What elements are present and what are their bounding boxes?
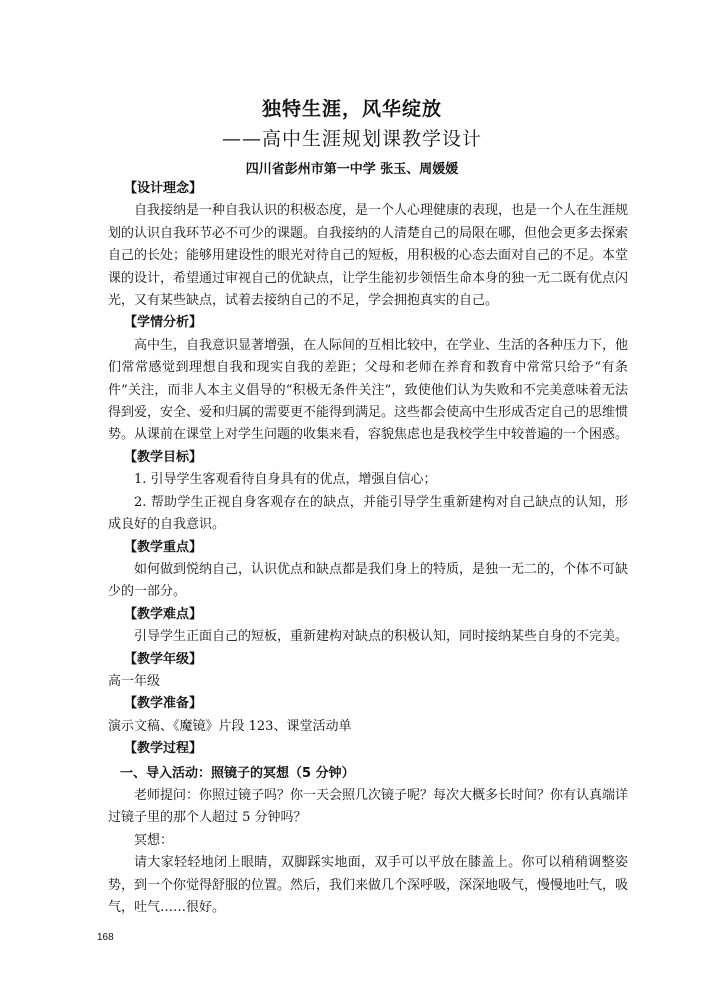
paragraph: 引导学生正面自己的短板，重新建构对缺点的积极认知，同时接纳某些自身的不完美。 bbox=[134, 629, 629, 645]
section-heading-student-analysis: 【学情分析】 bbox=[124, 315, 203, 331]
process-subheading: 一、导入活动：照镜子的冥想（5 分钟） bbox=[120, 765, 355, 781]
section-heading-process: 【教学过程】 bbox=[124, 741, 203, 757]
section-heading-difficulties: 【教学难点】 bbox=[124, 606, 203, 622]
section-heading-grade: 【教学年级】 bbox=[124, 651, 203, 667]
author-line: 四川省彭州市第一中学 张玉、周媛媛 bbox=[245, 162, 459, 177]
preparation-value: 演示文稿、《魔镜》片段 123、课堂活动单 bbox=[108, 718, 352, 734]
list-item: 1. 引导学生客观看待自身具有的优点，增强自信心； bbox=[134, 472, 437, 488]
document-subtitle: ——高中生涯规划课教学设计 bbox=[221, 128, 482, 150]
paragraph: 老师提问：你照过镜子吗？你一天会照几次镜子呢？每次大概多长时间？你有认真端详过镜子里的那个人超过 5 分钟吗？ bbox=[108, 787, 629, 826]
paragraph: 冥想： bbox=[134, 832, 174, 848]
paragraph: 自我接纳是一种自我认识的积极态度，是一个人心理健康的表现，也是一个人在生涯规划的认识自我环节必不可少的课题。自我接纳的人清楚自己的局限在哪，但他会更多去探索自己的长处；能够用建设性的眼光对待自己的短板，用积极的心态去面对自己的不足。本堂课的设计，希望通过审视自己的优缺点，让学生能初步领悟生命本身的独一无二既有优点闪光，又有某些缺点，试着去接纳自己的不足，学会拥抱真实的自己。 bbox=[108, 203, 629, 309]
page-number: 168 bbox=[97, 932, 114, 943]
paragraph: 高中生，自我意识显著增强，在人际间的互相比较中，在学业、生活的各种压力下，他们常常感觉到理想自我和现实自我的差距；父母和老师在养育和教育中常常只给予“有条件”关注，而非人本主义倡导的“积极无条件关注”，致使他们认为失败和不完美意味着无法得到爱，安全、爱和归属的需要更不能得到满足。这些都会使高中生形成否定自己的思维惯势。从课前在课堂上对学生问题的收集来看，容貌焦虑也是我校学生中较普遍的一个困惑。 bbox=[108, 337, 629, 443]
section-heading-objectives: 【教学目标】 bbox=[124, 449, 203, 465]
grade-value: 高一年级 bbox=[108, 673, 161, 689]
document-title: 独特生涯，风华绽放 bbox=[261, 98, 442, 120]
paragraph: 请大家轻轻地闭上眼睛，双脚踩实地面，双手可以平放在膝盖上。你可以稍稍调整姿势，到一个你觉得舒服的位置。然后，我们来做几个深呼吸，深深地吸气，慢慢地吐气，吸气，吐气……很好。 bbox=[108, 855, 629, 915]
paragraph: 如何做到悦纳自己，认识优点和缺点都是我们身上的特质，是独一无二的，个体不可缺少的一部分。 bbox=[108, 561, 629, 600]
section-heading-key-points: 【教学重点】 bbox=[124, 539, 203, 555]
document-body bbox=[108, 178, 628, 919]
section-heading-preparation: 【教学准备】 bbox=[124, 696, 203, 712]
section-heading-design-concept: 【设计理念】 bbox=[124, 181, 203, 196]
list-item: 2. 帮助学生正视自身客观存在的缺点，并能引导学生重新建构对自己缺点的认知，形成良好的自我意识。 bbox=[108, 494, 628, 533]
